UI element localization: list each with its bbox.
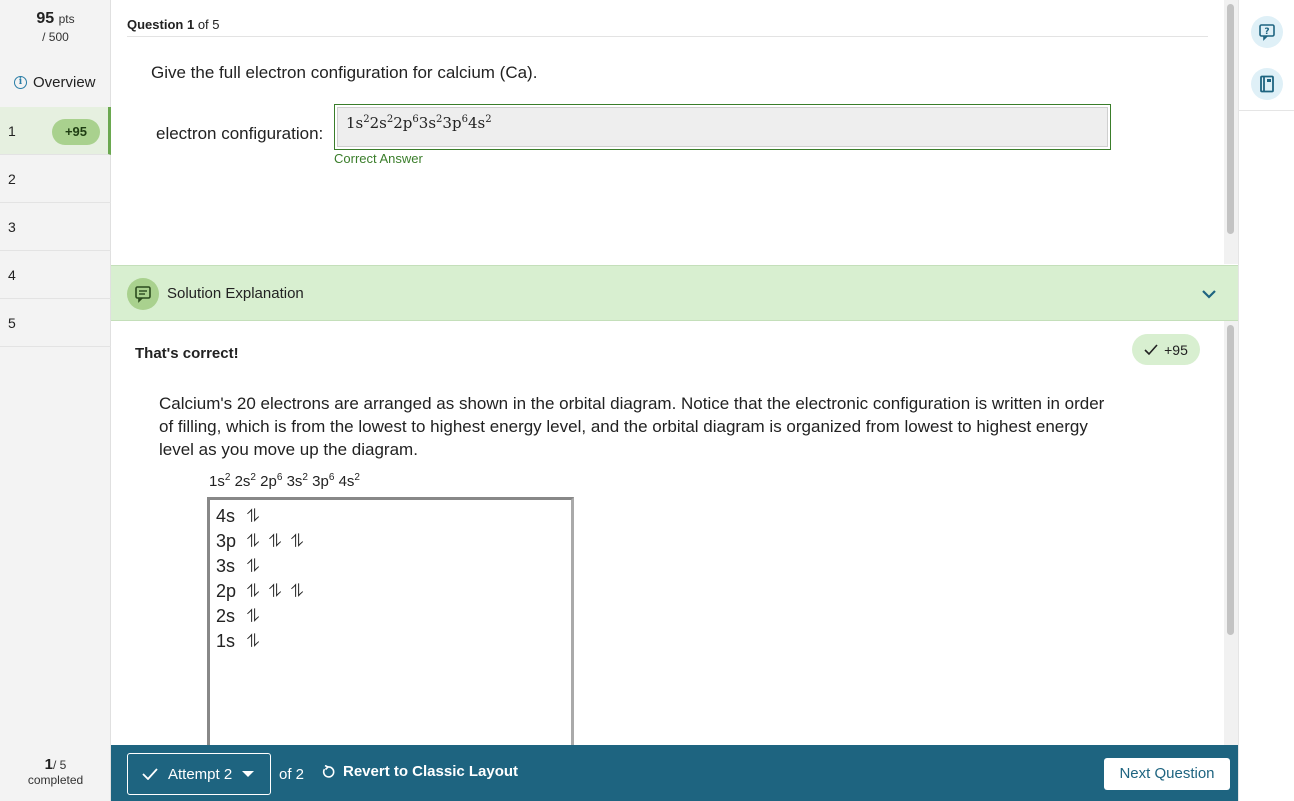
comment-icon	[127, 278, 159, 310]
orbital-term-base: 2p	[393, 114, 413, 132]
electron-pair: ⥮	[246, 531, 260, 552]
orbital-term	[287, 473, 308, 490]
points-label: pts	[58, 12, 75, 26]
chevron-down-icon	[1199, 284, 1219, 304]
orbital-row	[216, 504, 565, 529]
orbital-term-exponent: 2	[485, 114, 492, 125]
solution-explanation-toggle[interactable]	[111, 265, 1238, 321]
orbital-label: 2s	[216, 606, 236, 626]
orbital-row	[216, 579, 565, 604]
overview-link[interactable]	[14, 74, 96, 91]
orbital-row	[216, 554, 565, 579]
orbital-term-base: 3p	[312, 473, 329, 490]
orbital-row	[216, 629, 565, 654]
question-header-number: Question 1	[127, 17, 195, 32]
answer-field[interactable]	[334, 104, 1111, 150]
orbital-term-base: 2s	[369, 114, 387, 132]
question-prompt: Give the full electron configuration for calcium (Ca).	[151, 63, 538, 82]
orbital-term-base: 1s	[346, 114, 364, 132]
orbital-term	[346, 114, 370, 132]
question-number: 2	[8, 170, 16, 187]
electron-pair: ⥮	[268, 581, 282, 602]
orbital-label: 4s	[216, 506, 236, 526]
question-score-badge: +95	[52, 119, 100, 145]
book-icon[interactable]	[1251, 68, 1283, 100]
orbital-term-base: 3s	[418, 114, 437, 132]
question-number: 5	[8, 314, 16, 331]
completed-count: 1	[44, 756, 53, 773]
question-list	[0, 107, 111, 347]
orbital-term-base: 1s	[209, 473, 225, 490]
orbital-term	[260, 473, 282, 490]
orbital-term-exponent: 2	[302, 472, 308, 483]
upper-scroll-thumb[interactable]	[1227, 4, 1234, 234]
electron-pair: ⥮	[290, 531, 304, 552]
question-header-count: of 5	[197, 17, 220, 32]
solution-label: Solution Explanation	[167, 285, 304, 302]
orbital-term-exponent: 6	[412, 114, 419, 125]
orbital-term-exponent: 2	[386, 114, 394, 125]
orbital-term	[235, 473, 256, 490]
rail-divider	[1239, 110, 1294, 111]
orbital-label: 1s	[216, 631, 236, 651]
electron-pair: ⥮	[246, 606, 260, 627]
answer-value	[337, 107, 1108, 147]
orbital-term-exponent: 2	[250, 472, 256, 483]
help-icon[interactable]	[1251, 16, 1283, 48]
points-value: 95	[36, 10, 55, 27]
caret-down-icon	[242, 771, 254, 777]
electron-pair: ⥮	[246, 556, 260, 577]
svg-text:?: ?	[1264, 27, 1270, 37]
lower-scroll-thumb[interactable]	[1227, 325, 1234, 635]
score-summary	[0, 10, 111, 44]
question-header	[127, 17, 220, 32]
orbital-term	[370, 114, 394, 132]
lower-scrollbar[interactable]	[1224, 321, 1238, 745]
orbital-label: 3p	[216, 531, 237, 551]
points-pill	[1132, 334, 1200, 365]
orbital-row	[216, 529, 565, 554]
answer-label: electron configuration:	[156, 124, 324, 143]
main-content	[111, 0, 1224, 745]
orbital-term	[339, 473, 360, 490]
attempt-label: Attempt 2	[168, 765, 233, 783]
completed-label: completed	[27, 773, 84, 787]
electron-pair: ⥮	[246, 631, 260, 652]
completion-status	[0, 756, 111, 787]
upper-scrollbar[interactable]	[1224, 0, 1238, 264]
orbital-term-exponent: 2	[363, 114, 370, 125]
orbital-term-exponent: 2	[354, 472, 360, 483]
right-rail	[1238, 0, 1294, 801]
orbital-term-exponent: 2	[436, 114, 443, 125]
attempt-dropdown[interactable]	[127, 753, 271, 795]
info-icon: i	[14, 76, 27, 89]
question-number: 4	[8, 266, 16, 283]
orbital-diagram	[207, 497, 574, 757]
points-total: / 500	[42, 30, 69, 44]
bottom-toolbar	[111, 745, 1238, 801]
electron-pair: ⥮	[246, 581, 260, 602]
revert-label: Revert to Classic Layout	[343, 763, 519, 780]
orbital-term-exponent: 2	[224, 472, 231, 483]
result-label: That's correct!	[135, 345, 239, 362]
orbital-term	[419, 114, 443, 132]
next-question-button[interactable]: Next Question	[1104, 758, 1230, 790]
explanation-text: Calcium's 20 electrons are arranged as shown in the orbital diagram. Notice that the electronic configuration is written in order of filling, which is from the lowest to highest energy level, and the orbital diagram is organized from lowest to highest energy level as you move up the diagram.	[159, 394, 1105, 459]
question-number: 1	[8, 122, 16, 139]
configuration-line	[209, 472, 360, 490]
orbital-term-exponent: 6	[328, 472, 335, 483]
check-icon	[142, 768, 158, 780]
electron-pair: ⥮	[290, 581, 304, 602]
question-item-5[interactable]	[0, 299, 111, 347]
orbital-row	[216, 604, 565, 629]
revert-layout-button[interactable]	[321, 763, 518, 780]
orbital-term	[312, 473, 334, 490]
electron-pair: ⥮	[268, 531, 282, 552]
undo-icon	[321, 765, 335, 779]
orbital-term	[442, 114, 468, 132]
completed-total: / 5	[53, 758, 67, 772]
orbital-term-base: 3s	[286, 473, 303, 490]
orbital-term-base: 4s	[338, 473, 355, 490]
orbital-term	[209, 473, 230, 490]
question-number: 3	[8, 218, 16, 235]
attempt-count: of 2	[279, 766, 305, 783]
orbital-term-exponent: 6	[276, 472, 283, 483]
orbital-term-base: 3p	[442, 114, 462, 132]
orbital-term	[468, 114, 492, 132]
overview-label: Overview	[33, 74, 96, 91]
header-divider	[127, 36, 1208, 37]
orbital-term	[393, 114, 419, 132]
answer-status: Correct Answer	[334, 151, 423, 166]
orbital-term-base: 4s	[467, 114, 486, 132]
orbital-term-base: 2p	[260, 473, 277, 490]
points-pill-value: +95	[1164, 341, 1188, 358]
electron-pair: ⥮	[246, 506, 260, 527]
question-item-4[interactable]	[0, 251, 111, 299]
check-icon	[1144, 344, 1158, 356]
question-item-2[interactable]	[0, 155, 111, 203]
orbital-label: 2p	[216, 581, 237, 601]
orbital-term-base: 2s	[234, 473, 251, 490]
orbital-term-exponent: 6	[461, 114, 468, 125]
question-sidebar	[0, 0, 111, 801]
question-item-3[interactable]	[0, 203, 111, 251]
question-item-1[interactable]	[0, 107, 111, 155]
orbital-label: 3s	[216, 556, 236, 576]
